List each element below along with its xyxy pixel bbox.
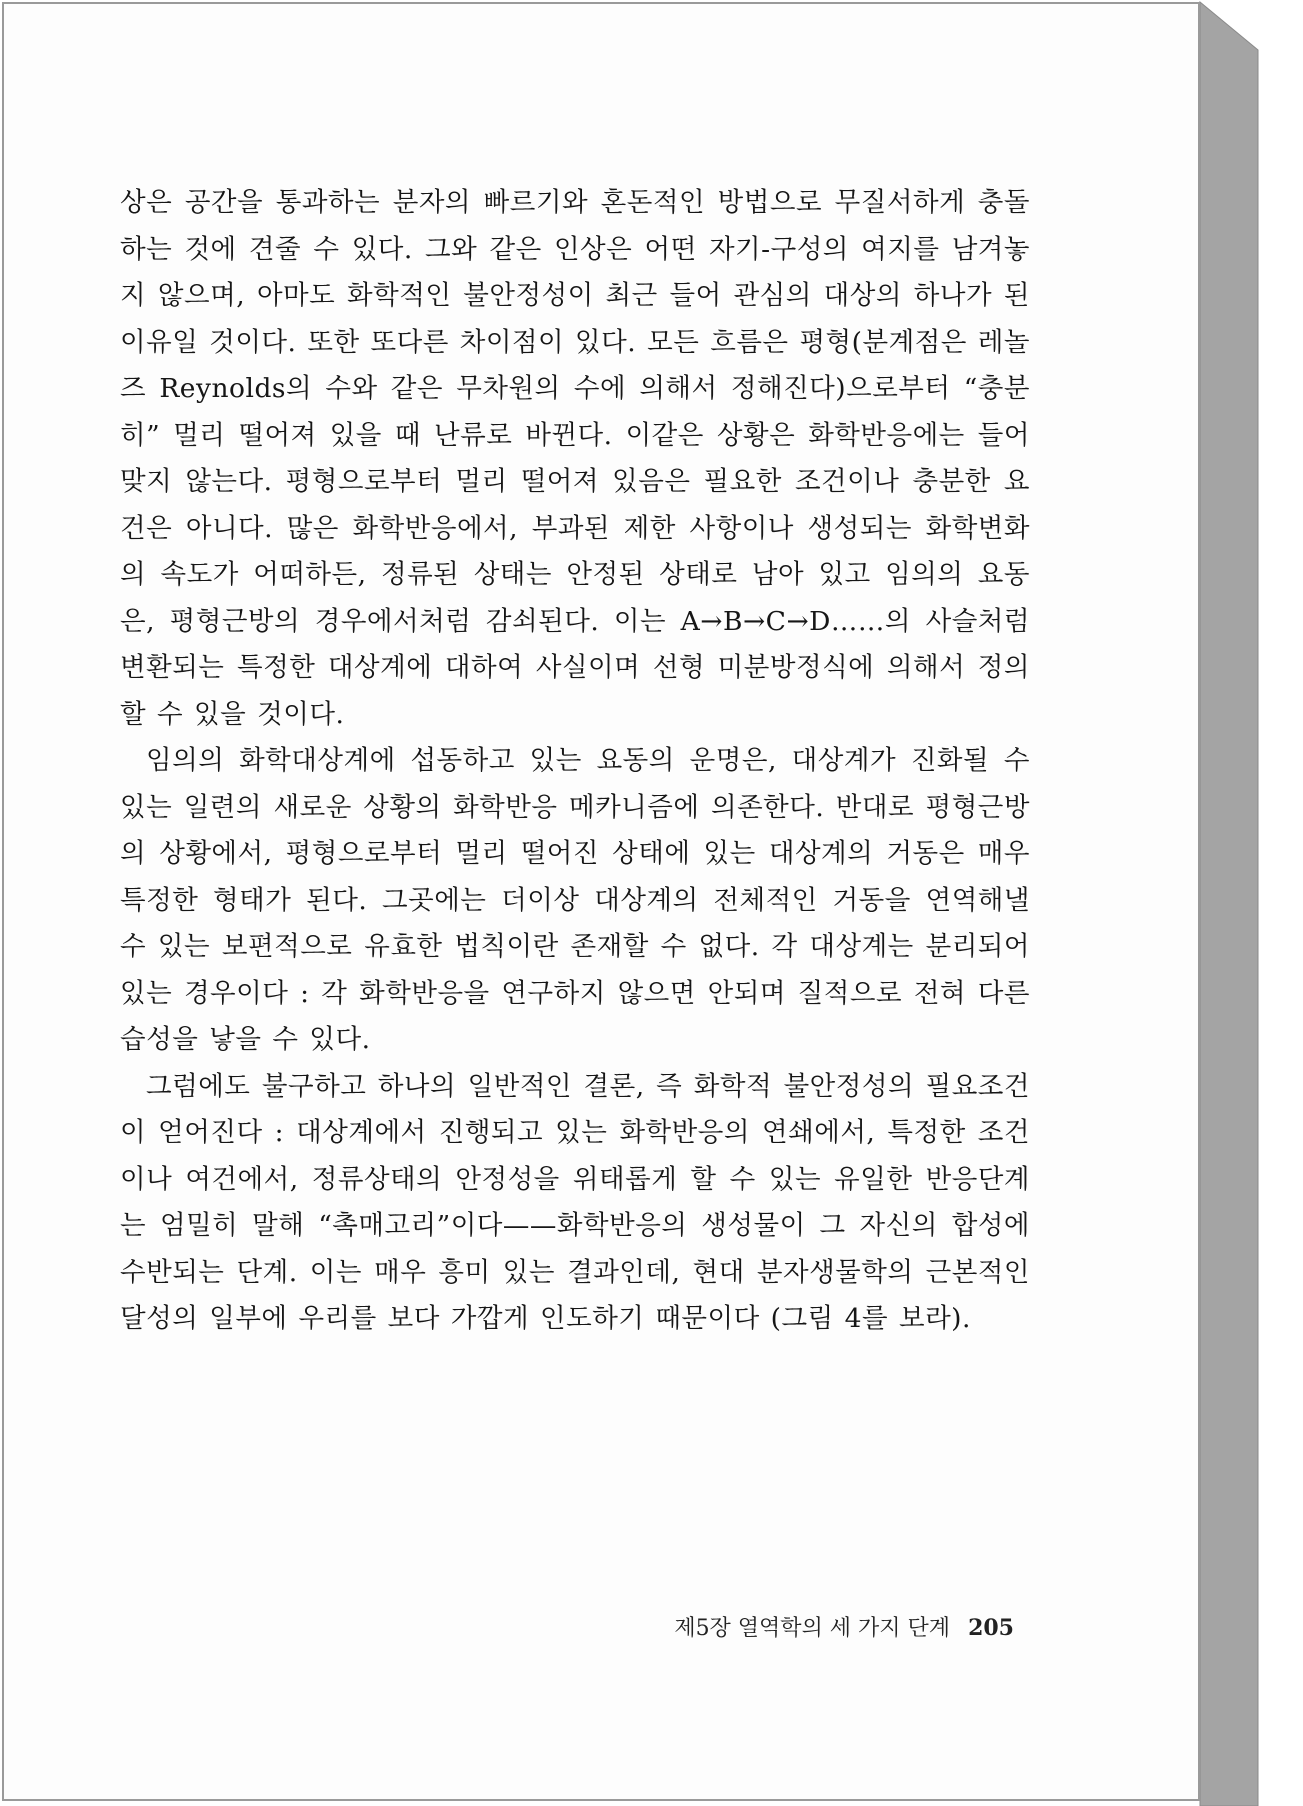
paragraph-3: 그럼에도 불구하고 하나의 일반적인 결론, 즉 화학적 불안정성의 필요조건이 얻어진다 : 대상계에서 진행되고 있는 화학반응의 연쇄에서, 특정한 조건이나 여건에서, 정류상태의 안정성을 위태롭게 할 수 있는 유일한 반응단계는 엄밀히 말해 “촉매고리”이다——화학반응의 생성물이 그 자신의 합성에 수반되는 단계. 이는 매우 흥미 있는 결과인데, 현대 분자생물학의 근본적인 달성의 일부에 우리를 보다 가깝게 인도하기 때문이다 (그림 4를 보라). (120, 1070, 1030, 1334)
page-number: 205 (968, 1615, 1014, 1641)
body-text (120, 180, 1030, 1343)
running-head: 제5장 열역학의 세 가지 단계 (674, 1616, 951, 1641)
book-page (2, 2, 1200, 1801)
page-footer (644, 1611, 1014, 1642)
paragraph-2: 임의의 화학대상계에 섭동하고 있는 요동의 운명은, 대상계가 진화될 수 있는 일련의 새로운 상황의 화학반응 메카니즘에 의존한다. 반대로 평형근방의 상황에서, 평형으로부터 멀리 떨어진 상태에 있는 대상계의 거동은 매우 특정한 형태가 된다. 그곳에는 더이상 대상계의 전체적인 거동을 연역해낼 수 있는 보편적으로 유효한 법칙이란 존재할 수 없다. 각 대상계는 분리되어 있는 경우이다 : 각 화학반응을 연구하지 않으면 안되며 질적으로 전혀 다른 습성을 낳을 수 있다. (120, 745, 1030, 1055)
paragraph-1: 상은 공간을 통과하는 분자의 빠르기와 혼돈적인 방법으로 무질서하게 충돌하는 것에 견줄 수 있다. 그와 같은 인상은 어떤 자기-구성의 여지를 남겨놓지 않으며, 아마도 화학적인 불안정성이 최근 들어 관심의 대상의 하나가 된 이유일 것이다. 또한 또다른 차이점이 있다. 모든 흐름은 평형(분계점은 레놀즈 Reynolds의 수와 같은 무차원의 수에 의해서 정해진다)으로부터 “충분히” 멀리 떨어져 있을 때 난류로 바뀐다. 이같은 상황은 화학반응에는 들어맞지 않는다. 평형으로부터 멀리 떨어져 있음은 필요한 조건이나 충분한 요건은 아니다. 많은 화학반응에서, 부과된 제한 사항이나 생성되는 화학변화의 속도가 어떠하든, 정류된 상태는 안정된 상태로 남아 있고 임의의 요동은, 평형근방의 경우에서처럼 감쇠된다. 이는 A→B→C→D……의 사슬처럼 변환되는 특정한 대상계에 대하여 사실이며 선형 미분방정식에 의해서 정의할 수 있을 것이다. (120, 187, 1030, 730)
book-side-edge (1200, 2, 1258, 1806)
